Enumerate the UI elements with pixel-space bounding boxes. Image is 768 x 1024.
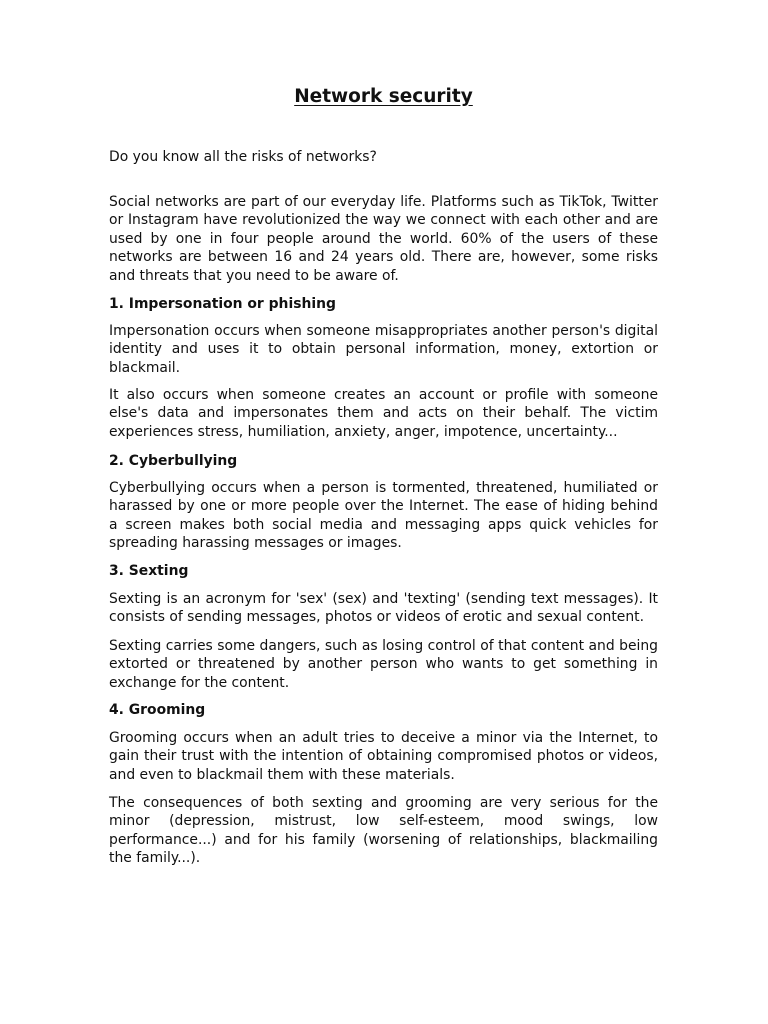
intro-paragraph: Social networks are part of our everyday life. Platforms such as TikTok, Twitter or Instagram have revolutionized the way we connect with each other and are used by one in four people around the world. 60% of the users of these networks are between 16 and 24 years old. There are, however, some risks and threats that you need to be aware of. <box>109 194 658 284</box>
section-heading-cyberbullying: 2. Cyberbullying <box>109 453 238 469</box>
section-heading-impersonation: 1. Impersonation or phishing <box>109 296 336 312</box>
section-paragraph: Sexting carries some dangers, such as losing control of that content and being extorted or threatened by another person who wants to get something in exchange for the content. <box>109 638 658 691</box>
section-paragraph: It also occurs when someone creates an account or profile with someone else's data and impersonates them and acts on their behalf. The victim experiences stress, humiliation, anxiety, anger, impotence, uncertainty... <box>109 387 658 440</box>
section-heading-grooming: 4. Grooming <box>109 702 206 718</box>
section-heading-sexting: 3. Sexting <box>109 563 189 579</box>
section-paragraph: Cyberbullying occurs when a person is tormented, threatened, humiliated or harassed by one or more people over the Internet. The ease of hiding behind a screen makes both social media and messaging apps quick vehicles for spreading harassing messages or images. <box>109 480 658 552</box>
intro-question: Do you know all the risks of networks? <box>109 149 377 165</box>
section-paragraph: Grooming occurs when an adult tries to deceive a minor via the Internet, to gain their trust with the intention of obtaining compromised photos or videos, and even to blackmail them with these materials. <box>109 730 658 783</box>
section-paragraph: Sexting is an acronym for 'sex' (sex) and 'texting' (sending text messages). It consists of sending messages, photos or videos of erotic and sexual content. <box>109 591 658 626</box>
section-paragraph: The consequences of both sexting and grooming are very serious for the minor (depression, mistrust, low self-esteem, mood swings, low performance...) and for his family (worsening of relationships, blackmailing the family...). <box>109 795 658 867</box>
section-paragraph: Impersonation occurs when someone misappropriates another person's digital identity and uses it to obtain personal information, money, extortion or blackmail. <box>109 323 658 376</box>
page-title: Network security <box>294 86 473 107</box>
